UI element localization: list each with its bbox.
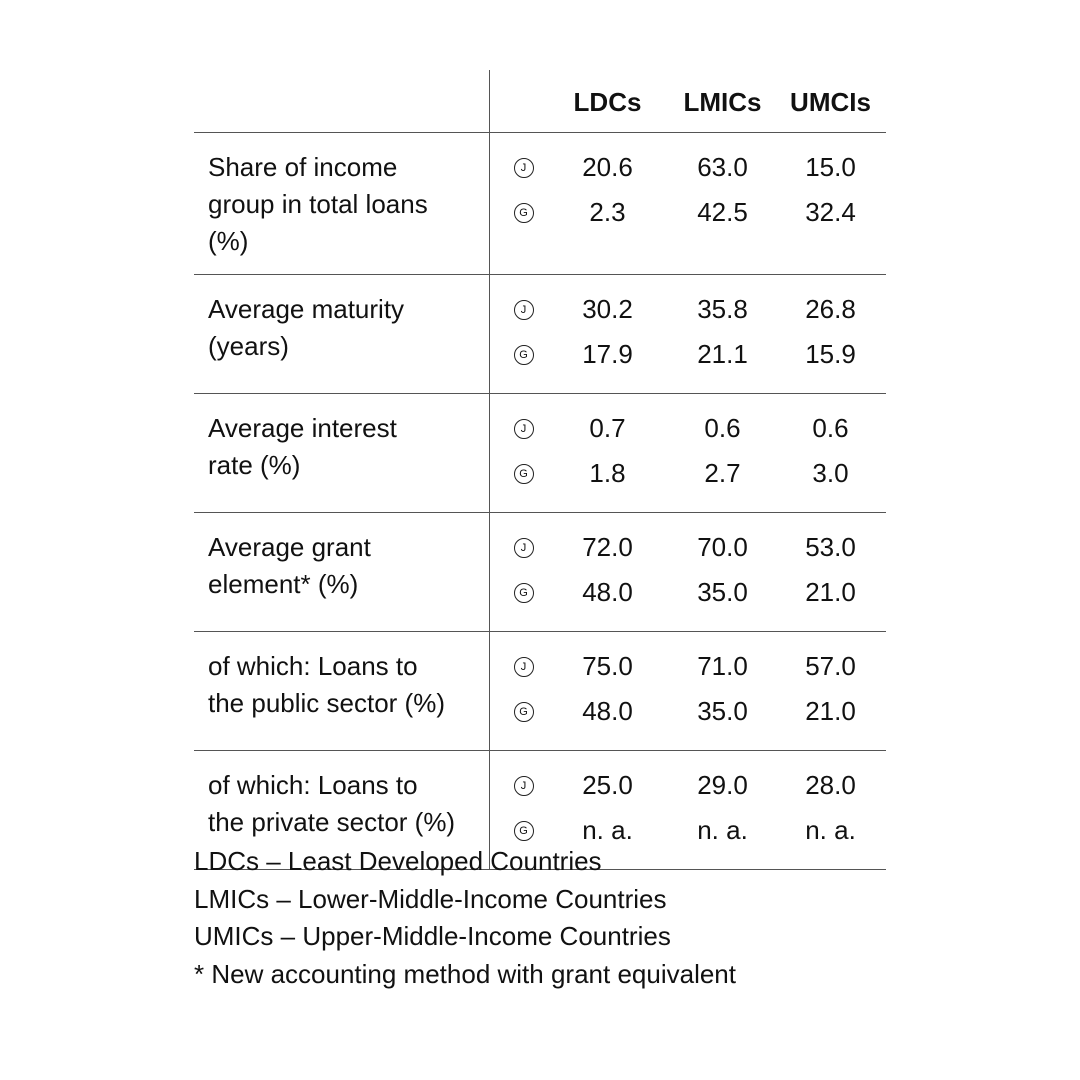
value-g: 2.7 <box>704 458 741 488</box>
header-umcis: UMCIs <box>775 70 886 133</box>
table-row <box>194 394 886 513</box>
value-j: 35.8 <box>697 294 748 324</box>
row-label-line: rate (%) <box>208 450 301 480</box>
row-label-line: Average grant <box>208 532 371 562</box>
row-label-line: Share of income <box>208 152 398 182</box>
value-j: 53.0 <box>805 532 856 562</box>
value-j: 57.0 <box>805 651 856 681</box>
row-label-line: Average maturity <box>208 294 405 324</box>
value-g: n. a. <box>582 815 633 845</box>
g-circle-icon: G <box>514 464 534 484</box>
value-cell-ldcs <box>545 275 670 394</box>
value-g: 2.3 <box>589 197 626 227</box>
comparison-table-wrapper <box>194 70 886 870</box>
value-j: 75.0 <box>582 651 633 681</box>
j-circle-icon: J <box>514 538 534 558</box>
header-label-cell <box>194 70 489 133</box>
row-label-line: (years) <box>208 331 289 361</box>
value-cell-ldcs <box>545 133 670 275</box>
value-g: 21.0 <box>805 577 856 607</box>
value-g: n. a. <box>805 815 856 845</box>
value-cell-umcis <box>775 275 886 394</box>
row-label <box>194 394 489 513</box>
table-body <box>194 133 886 870</box>
footnote-lmics: LMICs – Lower-Middle-Income Countries <box>194 883 667 914</box>
value-j: 25.0 <box>582 770 633 800</box>
g-circle-icon: G <box>514 203 534 223</box>
value-j: 70.0 <box>697 532 748 562</box>
footnote-umics: UMICs – Upper-Middle-Income Countries <box>194 921 671 951</box>
comparison-table <box>194 70 886 870</box>
g-circle-icon: G <box>514 821 534 841</box>
row-label-line: the public sector (%) <box>208 688 445 718</box>
table-row <box>194 133 886 275</box>
value-j: 0.6 <box>812 413 849 443</box>
row-label <box>194 513 489 632</box>
header-lmics: LMICs <box>670 70 775 133</box>
value-j: 29.0 <box>697 770 748 800</box>
value-j: 0.6 <box>704 413 741 443</box>
row-label <box>194 133 489 275</box>
value-cell-umcis <box>775 394 886 513</box>
g-circle-icon: G <box>514 583 534 603</box>
table-row <box>194 513 886 632</box>
value-g: 21.0 <box>805 696 856 726</box>
row-label-line: element* (%) <box>208 569 359 599</box>
j-circle-icon: J <box>514 657 534 677</box>
row-icons <box>489 513 545 632</box>
j-circle-icon: J <box>514 300 534 320</box>
value-g: 17.9 <box>582 339 633 369</box>
row-label <box>194 275 489 394</box>
value-j: 28.0 <box>805 770 856 800</box>
value-cell-ldcs <box>545 394 670 513</box>
g-circle-icon: G <box>514 345 534 365</box>
value-j: 0.7 <box>589 413 626 443</box>
j-circle-icon: J <box>514 776 534 796</box>
j-circle-icon: J <box>514 419 534 439</box>
value-j: 63.0 <box>697 152 748 182</box>
value-g: 21.1 <box>697 339 748 369</box>
j-circle-icon: J <box>514 158 534 178</box>
value-g: 3.0 <box>812 458 849 488</box>
row-label-line: of which: Loans to <box>208 770 418 800</box>
value-g: n. a. <box>697 815 748 845</box>
value-cell-ldcs <box>545 632 670 751</box>
value-j: 26.8 <box>805 294 856 324</box>
row-label-line: the private sector (%) <box>208 807 456 837</box>
value-g: 1.8 <box>589 458 626 488</box>
value-g: 48.0 <box>582 696 633 726</box>
value-cell-umcis <box>775 632 886 751</box>
value-g: 35.0 <box>697 696 748 726</box>
row-label-line: group in total loans <box>208 189 428 219</box>
footnote-grant-equivalent: * New accounting method with grant equivalent <box>194 958 736 989</box>
row-icons <box>489 394 545 513</box>
value-cell-lmics <box>670 513 775 632</box>
footnotes <box>194 843 736 993</box>
header-ldcs: LDCs <box>545 70 670 133</box>
row-label <box>194 632 489 751</box>
table-row <box>194 275 886 394</box>
value-cell-lmics <box>670 275 775 394</box>
table-header <box>194 70 886 133</box>
value-j: 71.0 <box>697 651 748 681</box>
row-icons <box>489 632 545 751</box>
value-g: 15.9 <box>805 339 856 369</box>
value-cell-lmics <box>670 394 775 513</box>
value-cell-ldcs <box>545 513 670 632</box>
row-label-line: (%) <box>208 226 249 256</box>
value-j: 30.2 <box>582 294 633 324</box>
value-cell-lmics <box>670 133 775 275</box>
row-icons <box>489 133 545 275</box>
row-icons <box>489 275 545 394</box>
table-row <box>194 632 886 751</box>
value-g: 48.0 <box>582 577 633 607</box>
value-g: 42.5 <box>697 197 748 227</box>
footnote-ldcs: LDCs – Least Developed Countries <box>194 846 602 876</box>
value-j: 15.0 <box>805 152 856 182</box>
header-icon-cell <box>489 70 545 133</box>
value-j: 72.0 <box>582 532 633 562</box>
g-circle-icon: G <box>514 702 534 722</box>
row-label-line: Average interest <box>208 413 397 443</box>
value-j: 20.6 <box>582 152 633 182</box>
value-cell-umcis <box>775 513 886 632</box>
value-g: 32.4 <box>805 197 856 227</box>
row-label-line: of which: Loans to <box>208 651 418 681</box>
value-cell-lmics <box>670 632 775 751</box>
value-cell-umcis <box>775 751 886 870</box>
value-g: 35.0 <box>697 577 748 607</box>
value-cell-umcis <box>775 133 886 275</box>
